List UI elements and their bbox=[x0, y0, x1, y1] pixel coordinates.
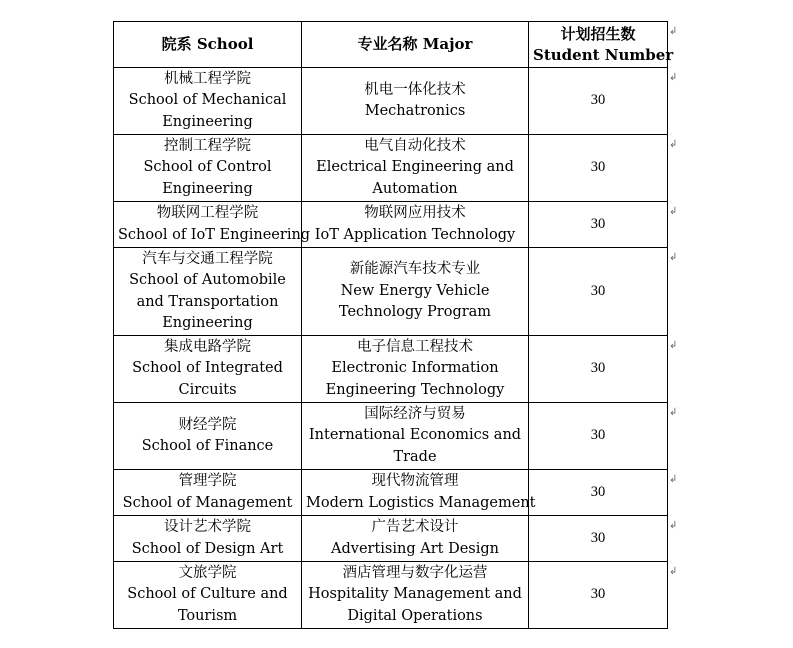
school-name-cn: 管理学院 bbox=[178, 473, 237, 489]
major-name-cn: 国际经济与贸易 bbox=[364, 405, 466, 422]
school-name-en: School of Design Art bbox=[131, 540, 284, 557]
school-name-en: School of Culture and Tourism bbox=[127, 586, 288, 624]
school-cell bbox=[114, 135, 302, 202]
school-name-cn: 物联网工程学院 bbox=[156, 205, 259, 221]
major-name-cn: 酒店管理与数字化运营 bbox=[342, 564, 488, 581]
major-name-cn: 电子信息工程技术 bbox=[357, 338, 473, 355]
major-name-en: International Economics and Trade bbox=[308, 427, 522, 465]
major-cell bbox=[302, 68, 529, 135]
major-name-en: Modern Logistics Management bbox=[306, 494, 536, 511]
row-end-mark-icon: ↲ bbox=[669, 340, 678, 351]
school-name-cn: 财经学院 bbox=[178, 416, 237, 433]
school-cell bbox=[114, 562, 302, 629]
row-end-mark-icon: ↲ bbox=[669, 520, 678, 531]
header-number-cn: 计划招生数 bbox=[560, 24, 636, 43]
student-number-cell: 30 bbox=[529, 470, 668, 516]
table-row bbox=[114, 516, 668, 562]
student-number-cell: 30 bbox=[529, 135, 668, 202]
major-cell bbox=[302, 248, 529, 336]
row-end-mark-icon: ↲ bbox=[669, 252, 678, 263]
student-number-cell: 30 bbox=[529, 336, 668, 403]
major-name-cn: 机电一体化技术 bbox=[364, 81, 466, 98]
enrollment-table bbox=[113, 21, 674, 629]
table-row bbox=[114, 68, 668, 135]
school-cell bbox=[114, 68, 302, 135]
student-number-cell: 30 bbox=[529, 202, 668, 248]
major-name-cn: 现代物流管理 bbox=[371, 473, 459, 489]
school-name-en: School of IoT Engineering bbox=[118, 226, 311, 243]
school-name-cn: 机械工程学院 bbox=[164, 70, 251, 87]
school-cell bbox=[114, 403, 302, 470]
header-student-number bbox=[529, 22, 674, 68]
row-end-mark-icon: ↲ bbox=[669, 407, 678, 418]
school-cell bbox=[114, 470, 302, 516]
school-name-cn: 文旅学院 bbox=[178, 564, 237, 581]
major-cell bbox=[302, 562, 529, 629]
school-cell bbox=[114, 516, 302, 562]
school-name-cn: 控制工程学院 bbox=[164, 137, 251, 154]
student-number-cell: 30 bbox=[529, 403, 668, 470]
header-row bbox=[114, 22, 668, 68]
header-number-en: Student Number bbox=[533, 45, 674, 64]
row-end-mark-icon: ↲ bbox=[669, 206, 678, 217]
major-cell bbox=[302, 336, 529, 403]
major-name-en: IoT Application Technology bbox=[314, 226, 516, 243]
major-cell bbox=[302, 516, 529, 562]
school-name-en: School of Mechanical Engineering bbox=[128, 92, 287, 130]
header-school: 院系 School bbox=[114, 22, 302, 68]
school-name-en: School of Integrated Circuits bbox=[132, 360, 283, 398]
table-row bbox=[114, 248, 668, 336]
student-number-cell: 30 bbox=[529, 516, 668, 562]
row-end-mark-icon: ↲ bbox=[669, 72, 678, 83]
row-end-mark-icon: ↲ bbox=[669, 566, 678, 577]
major-cell bbox=[302, 470, 536, 516]
major-cell bbox=[302, 403, 529, 470]
major-name-cn: 物联网应用技术 bbox=[364, 205, 466, 221]
table-row bbox=[114, 562, 668, 629]
major-cell bbox=[302, 135, 529, 202]
table-row bbox=[114, 336, 668, 403]
table-row bbox=[114, 470, 668, 516]
major-name-en: Electrical Engineering and Automation bbox=[316, 159, 514, 197]
student-number-cell: 30 bbox=[529, 248, 668, 336]
school-cell bbox=[114, 248, 302, 336]
row-end-mark-icon: ↲ bbox=[669, 474, 678, 485]
major-name-en: Mechatronics bbox=[364, 103, 466, 119]
school-cell bbox=[114, 336, 302, 403]
table-row bbox=[114, 135, 668, 202]
table-row bbox=[114, 202, 668, 248]
school-name-en: School of Finance bbox=[141, 438, 274, 454]
major-name-en: Electronic Information Engineering Technology bbox=[325, 360, 505, 398]
school-name-en: School of Control Engineering bbox=[143, 159, 272, 197]
school-name-cn: 设计艺术学院 bbox=[164, 519, 251, 535]
major-name-en: New Energy Vehicle Technology Program bbox=[338, 282, 492, 321]
major-name-en: Hospitality Management and Digital Operations bbox=[308, 586, 522, 624]
major-cell bbox=[302, 202, 529, 248]
major-name-cn: 广告艺术设计 bbox=[371, 519, 459, 535]
row-end-mark-icon: ↲ bbox=[669, 139, 678, 150]
school-name-en: School of Management bbox=[122, 494, 293, 511]
table-row bbox=[114, 403, 668, 470]
major-name-cn: 电气自动化技术 bbox=[364, 137, 466, 154]
school-name-cn: 集成电路学院 bbox=[164, 338, 251, 355]
school-name-en: School of Automobile and Transportation Engineering bbox=[129, 272, 286, 331]
row-end-mark-icon: ↲ bbox=[669, 26, 678, 37]
major-name-cn: 新能源汽车技术专业 bbox=[349, 261, 481, 278]
student-number-cell: 30 bbox=[529, 562, 668, 629]
major-name-en: Advertising Art Design bbox=[331, 540, 499, 557]
header-major: 专业名称 Major bbox=[302, 22, 529, 68]
school-name-cn: 汽车与交通工程学院 bbox=[142, 250, 273, 267]
school-cell bbox=[114, 202, 311, 248]
student-number-cell: 30 bbox=[529, 68, 668, 135]
